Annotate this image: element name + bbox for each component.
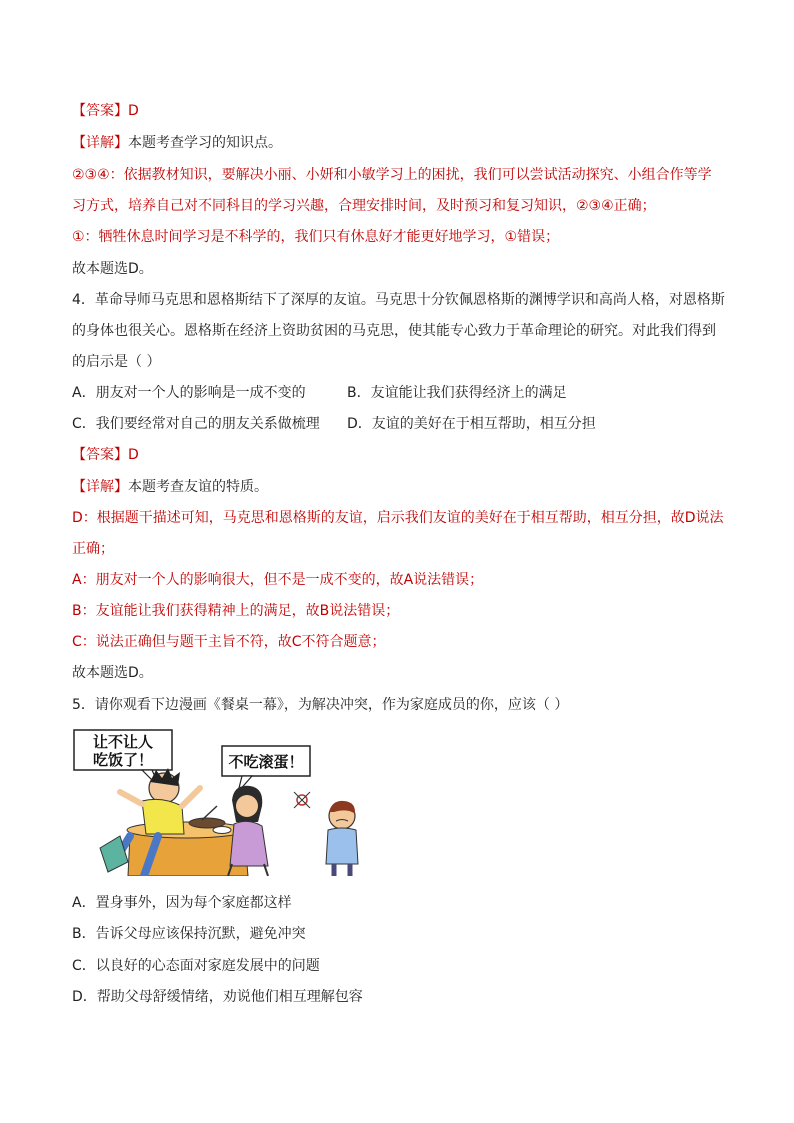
- q4-explain-a: A：朋友对一个人的影响很大，但不是一成不变的，故A说法错误；: [72, 572, 484, 588]
- q4-answer-tag: 【答案】: [72, 447, 128, 463]
- q3-explain-1b: 习方式，培养自己对不同科目的学习兴趣，合理安排时间，及时预习和复习知识，②③④正确；: [72, 198, 656, 214]
- q4-option-a: A．朋友对一个人的影响是一成不变的: [72, 385, 306, 401]
- q3-detail-tag: 【详解】: [72, 135, 128, 151]
- speech-bubble-left-line1: 让不让人: [92, 733, 154, 751]
- q4-explain-d1: D：根据题干描述可知，马克思和恩格斯的友谊，启示我们友谊的美好在于相互帮助，相互分担，故D说法: [72, 510, 724, 526]
- q3-answer-line: [72, 101, 732, 121]
- q5-option-c: C．以良好的心态面对家庭发展中的问题: [72, 958, 320, 974]
- q3-conclusion: 故本题选D。: [72, 261, 153, 277]
- q5-option-a: A．置身事外，因为每个家庭都这样: [72, 895, 292, 911]
- q5-stem: 5．请你观看下边漫画《餐桌一幕》，为解决冲突，作为家庭成员的你，应该（ ）: [72, 697, 569, 713]
- speech-bubble-right-text: 不吃滚蛋！: [228, 753, 304, 771]
- q5-option-b: B．告诉父母应该保持沉默，避免冲突: [72, 926, 306, 942]
- q5-option-d: D．帮助父母舒缓情绪，劝说他们相互理解包容: [72, 989, 363, 1005]
- q4-answer-line: [72, 445, 732, 465]
- q4-detail-tag: 【详解】: [72, 479, 128, 495]
- q3-detail-intro: 本题考查学习的知识点。: [128, 135, 282, 151]
- q3-answer-tag: 【答案】: [72, 103, 128, 119]
- q4-option-b: B．友谊能让我们获得经济上的满足: [347, 385, 567, 401]
- q4-answer-value: D: [128, 447, 139, 463]
- q3-explain-1a: ②③④：依据教材知识，要解决小丽、小妍和小敏学习上的困扰，我们可以尝试活动探究、小组合作等学: [72, 167, 712, 183]
- q4-explain-d2: 正确；: [72, 541, 114, 557]
- q4-explain-c: C：说法正确但与题干主旨不符，故C不符合题意；: [72, 634, 386, 650]
- speech-bubble-left-line2: 吃饭了！: [92, 751, 154, 769]
- q4-stem-1: 4．革命导师马克思和恩格斯结下了深厚的友谊。马克思十分钦佩恩格斯的渊博学识和高尚人格，对恩格斯: [72, 292, 725, 308]
- dinner-table-comic: [72, 726, 372, 876]
- q4-option-c: C．我们要经常对自己的朋友关系做梳理: [72, 416, 320, 432]
- q4-conclusion: 故本题选D。: [72, 665, 153, 681]
- q4-option-d: D．友谊的美好在于相互帮助，相互分担: [347, 416, 596, 432]
- q4-detail-intro: 本题考查友谊的特质。: [128, 479, 268, 495]
- q4-stem-3: 的启示是（ ）: [72, 354, 161, 370]
- q3-explain-2: ①：牺牲休息时间学习是不科学的，我们只有休息好才能更好地学习，①错误；: [72, 229, 560, 245]
- q3-answer-value: D: [128, 103, 139, 119]
- q4-explain-b: B：友谊能让我们获得精神上的满足，故B说法错误；: [72, 603, 400, 619]
- q4-detail-line: [72, 477, 732, 497]
- q4-stem-2: 的身体也很关心。恩格斯在经济上资助贫困的马克思，使其能专心致力于革命理论的研究。对此我们得到: [72, 323, 716, 339]
- q3-detail-line: [72, 133, 732, 153]
